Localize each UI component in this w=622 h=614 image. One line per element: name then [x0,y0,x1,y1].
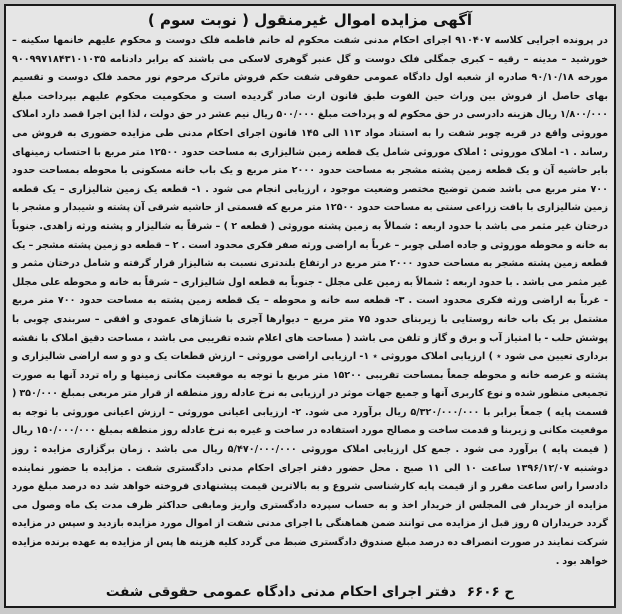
footer-code: ح ۶۶۰۶ [466,584,515,600]
auction-notice [4,4,616,608]
footer-office: دفتر اجرای احکام مدنی دادگاه عمومی حقوقی شفت [105,584,457,600]
notice-body [12,32,608,571]
notice-footer [6,584,614,600]
notice-paragraph-valuation: ٭ ) ارزیابی املاک موروثی ٭ ۱- ارزیابی اراضی موروثی – ارزش قطعات یک و دو و سه اراضی شالیزاری و پشته و عرصه خانه و محوطه جمعاً بمساحت تقریبی ۱۵۲۰۰ متر مربع با توجه به موقعیت مکانی زمینها و راه تردد آنها به صورت تجمیعی منظور شده و نوع کاربری آنها و جمیع جهات موثر در ارزیابی به نرخ عادله روز منطقه از قرار متر مربعی بمبلغ ۳۵۰/۰۰۰ ( قسمت پایه ) جمعاً برابر با ۵/۳۲۰/۰۰۰/۰۰۰ ریال برآورد می شود. ۲- ارزیابی اعیانی موروثی – ارزش اعیانی موروثی با توجه به موقعیت مکانی و زیربنا و قدمت ساخت و مصالح مورد استفاده در ساخت و غیره به نرخ عادله روز منطقه بمبلغ ۱۵۰/۰۰۰/۰۰۰ ریال ( قیمت پایه ) برآورد می شود . جمع کل ارزیابی املاک موروثی ۵/۴۷۰/۰۰۰/۰۰۰ ریال می باشد . زمان برگزاری مزایده : روز دوشنبه ۱۳۹۶/۱۲/۰۷ ساعت ۱۰ الی ۱۱ صبح . محل حضور دفتر اجرای احکام مدنی دادگستری شفت . مزایده با حضور نماینده دادسرا راس ساعت مقرر و از قیمت پایه کارشناسی شروع و به بالاترین قیمت پیشنهادی فروخته خواهد شد ده درصد مبلغ مورد مزایده از خریدار فی المجلس از خریدار اخذ و به حساب سپرده دادگستری واریز ومابقی حداکثر ظرف مدت یک ماه وصول می گردد خریداران ۵ روز قبل از مزایده می توانند ضمن هماهنگی با اجرای مدنی شفت از اموال مورد مزایده بازدید و سپس در مزایده شرکت نمایند در صورت انصراف ده درصد مبلغ صندوق دادگستری ضبط می گردد کلیه هزینه ها پس از مزایده به عهده برنده مزایده خواهد بود . [12,351,609,567]
notice-title: آگهی مزایده اموال غیرمنقول ( نوبت سوم ) [147,11,473,29]
notice-paragraph-properties: ۱- املاک موروثی : املاک موروثی شامل یک قطعه زمین شالیزاری به مساحت حدود ۱۲۵۰۰ متر مربع با احتساب زمینهای بایر حاشیه آن و یک قطعه زمین پشته مشجر به مساحت حدود ۲۰۰۰ متر مربع و یک باب خانه مسکونی با محوطه بمساحت حدود ۷۰۰ متر مربع می باشد ضمن توضیح مختصر وضعیت موجود ، ارزیابی انجام می شود . ۱- قطعه یک زمین شالیزاری – یک قطعه زمین شالیزاری با بافت زراعی سنتی به مساحت حدود ۱۲۵۰۰ متر مربع که قسمتی از حاشیه شرقی آن پشته و شیبدار و مشجر با درختان غیر مثمر می باشد با حدود اربعه : شمالاً به زمین پشته موروثی ( قطعه ۲ ) – شرقاً به شالیزار و پشته ورثه زاهدی. جنوباً به خانه و محوطه موروثی و جاده اصلی چوبر – غرباً به اراضی ورثه صفر فکری محدود است . ۲ – قطعه دو زمین پشته مشجر – یک قطعه زمین پشته مشجر به مساحت حدود ۲۰۰۰ متر مربع در ارتفاع بلندتری نسبت به شالیزار قرار گرفته و شامل درختان مثمر و غیر مثمر می باشد . با حدود اربعه : شمالاً به زمین علی مجلل - جنوباً به قطعه اول شالیزاری – شرقاً به خانه و محوطه علی مجلل - غرباً به اراضی ورثه فکری محدود است . ۳- قطعه سه خانه و محوطه – یک قطعه زمین پشته به مساحت حدود ۷۰۰ متر مربع مشتمل بر یک باب خانه روستایی با زیربنای حدود ۷۵ متر مربع – دیوارها آجری با شناژهای عمودی و افقی – سربندی چوبی با پوشش حلب - با امتیاز آب و برق و گاز و تلفن می باشد ( مساحت های اعلام شده تقریبی می باشد ، مساحت دقیق املاک با نقشه برداری تعیین می شود [12,146,609,363]
notice-paragraph-intro: در پرونده اجرایی کلاسه ۹۱۰۴۰۷ اجرای احکام مدنی شفت محکوم له خانم فاطمه فلک دوست و محکوم علیهم خانمها سکینه – خورشید – مدینه – رقیه – کبری جمگلی فلک دوست و گل عنبر گوهری لاسکی می باشند که برابر دادنامه ۹۰۰۹۹۷۱۸۴۳۱۰۱۰۳۵ مورخه ۹۰/۱۰/۱۸ صادره از شعبه اول دادگاه عمومی حقوقی شفت حکم فروش ماترک مرحوم نور محمد فلک دوست و تقسیم بهای حاصل از فروش بین وراث حین الفوت طبق قانون ارث صادر گردیده است و محکومیت محکوم علیهم بپرداخت مبلغ ۱/۸۰۰/۰۰۰ ریال هزینه دادرسی در حق محکوم له و پرداخت مبلغ ۵۰۰/۰۰۰ ریال نیم عشر در حق دولت ، لذا این اجرا قصد دارد املاک موروثی واقع در قریه چوبر شفت را به استناد مواد ۱۱۳ الی ۱۴۵ قانون اجرای احکام مدنی طی مزایده حضوری به فروش می رساند . [12,35,609,158]
